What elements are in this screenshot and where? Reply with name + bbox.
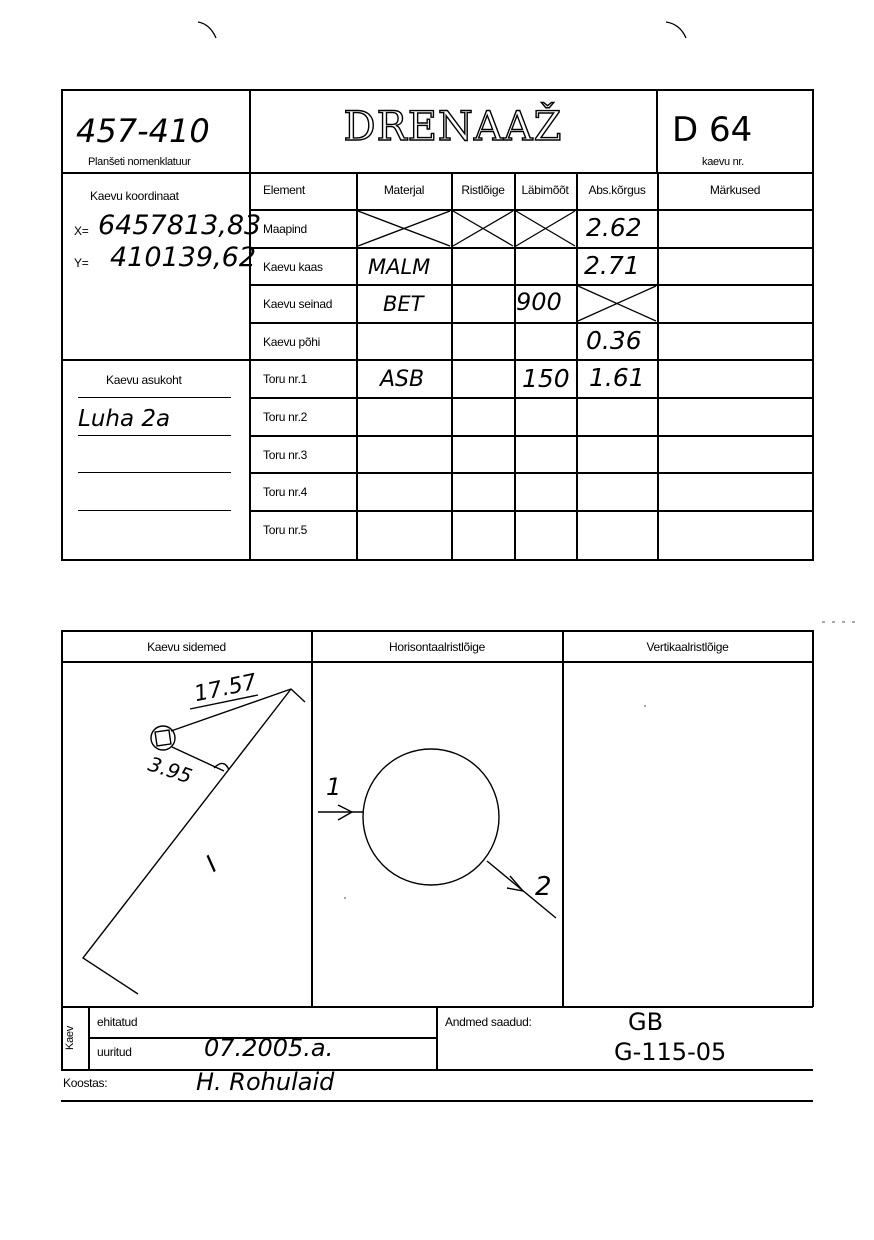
page-title: DRENAAŽ bbox=[343, 104, 563, 150]
location-label: Kaevu asukoht bbox=[106, 373, 182, 387]
cell-materjal-toru1: ASB bbox=[380, 367, 425, 392]
col-header-markused: Märkused bbox=[709, 183, 761, 197]
cell-materjal-seinad: BET bbox=[383, 292, 424, 316]
nomenclature-label: Planšeti nomenklatuur bbox=[88, 156, 191, 168]
col-header-element: Element bbox=[263, 183, 305, 197]
table-row-label: Toru nr.2 bbox=[263, 410, 307, 424]
compiled-value: H. Rohulaid bbox=[196, 1068, 335, 1096]
coordinate-x-label: X= bbox=[74, 224, 89, 238]
data-source-label: Andmed saadud: bbox=[445, 1015, 532, 1029]
table-row-label: Toru nr.3 bbox=[263, 448, 307, 462]
cell-abs-maapind: 2.62 bbox=[586, 213, 642, 242]
table-row-label: Kaevu seinad bbox=[263, 297, 333, 311]
cell-materjal-kaas: MALM bbox=[368, 255, 431, 279]
col-header-materjal: Materjal bbox=[383, 183, 425, 197]
table-row-label: Kaevu põhi bbox=[263, 335, 321, 349]
well-circle-symbol bbox=[151, 726, 175, 750]
compiled-label: Koostas: bbox=[63, 1076, 108, 1090]
road-letter: I bbox=[200, 850, 223, 878]
coordinate-x-value: 6457813,83 bbox=[98, 210, 262, 241]
coordinates-label: Kaevu koordinaat bbox=[90, 189, 179, 203]
col-header-ristloige: Ristlõige bbox=[461, 183, 505, 197]
col-header-labimoot: Läbimõõt bbox=[521, 183, 569, 197]
right-angle-mark bbox=[214, 763, 229, 770]
section-horizontal-header: Horisontaalristlõige bbox=[388, 640, 486, 654]
road-edge-line bbox=[83, 689, 291, 994]
nomenclature-value: 457-410 bbox=[76, 112, 210, 150]
well-square-symbol bbox=[155, 730, 171, 746]
well-cross-section-circle bbox=[363, 749, 499, 885]
section-ties-header: Kaevu sidemed bbox=[147, 640, 226, 654]
coordinate-y-value: 410139,62 bbox=[110, 242, 257, 273]
cell-labimoot-toru1: 150 bbox=[522, 364, 570, 393]
built-label: ehitatud bbox=[97, 1015, 138, 1029]
table-row-label: Toru nr.4 bbox=[263, 485, 307, 499]
well-number-label: kaevu nr. bbox=[702, 156, 744, 168]
cell-abs-kaas: 2.71 bbox=[584, 251, 640, 280]
tie-distance-1: 17.57 bbox=[192, 669, 259, 708]
table-row-label: Toru nr.5 bbox=[263, 523, 307, 537]
data-source-value-2: G-115-05 bbox=[614, 1038, 727, 1066]
col-header-abs: Abs.kõrgus bbox=[588, 183, 646, 197]
table-row-label: Toru nr.1 bbox=[263, 372, 307, 386]
cell-abs-toru1: 1.61 bbox=[589, 363, 645, 392]
surveyed-value: 07.2005.a. bbox=[204, 1034, 334, 1062]
surveyed-label: uuritud bbox=[97, 1045, 132, 1059]
section-vertical-header: Vertikaalristlõige bbox=[646, 640, 729, 654]
table-row-label: Maapind bbox=[263, 222, 307, 236]
location-value: Luha 2a bbox=[78, 406, 171, 432]
side-label: Kaev bbox=[63, 1026, 76, 1050]
well-number-value: D 64 bbox=[672, 110, 753, 150]
data-source-value-1: GB bbox=[628, 1008, 664, 1036]
pipe-label-2: 2 bbox=[535, 872, 552, 902]
coordinate-y-label: Y= bbox=[74, 256, 89, 270]
pipe-label-1: 1 bbox=[326, 773, 342, 801]
tie-distance-2: 3.95 bbox=[145, 751, 196, 789]
cell-abs-pohi: 0.36 bbox=[586, 326, 642, 355]
cell-labimoot-seinad: 900 bbox=[516, 288, 562, 316]
table-row-label: Kaevu kaas bbox=[263, 260, 323, 274]
